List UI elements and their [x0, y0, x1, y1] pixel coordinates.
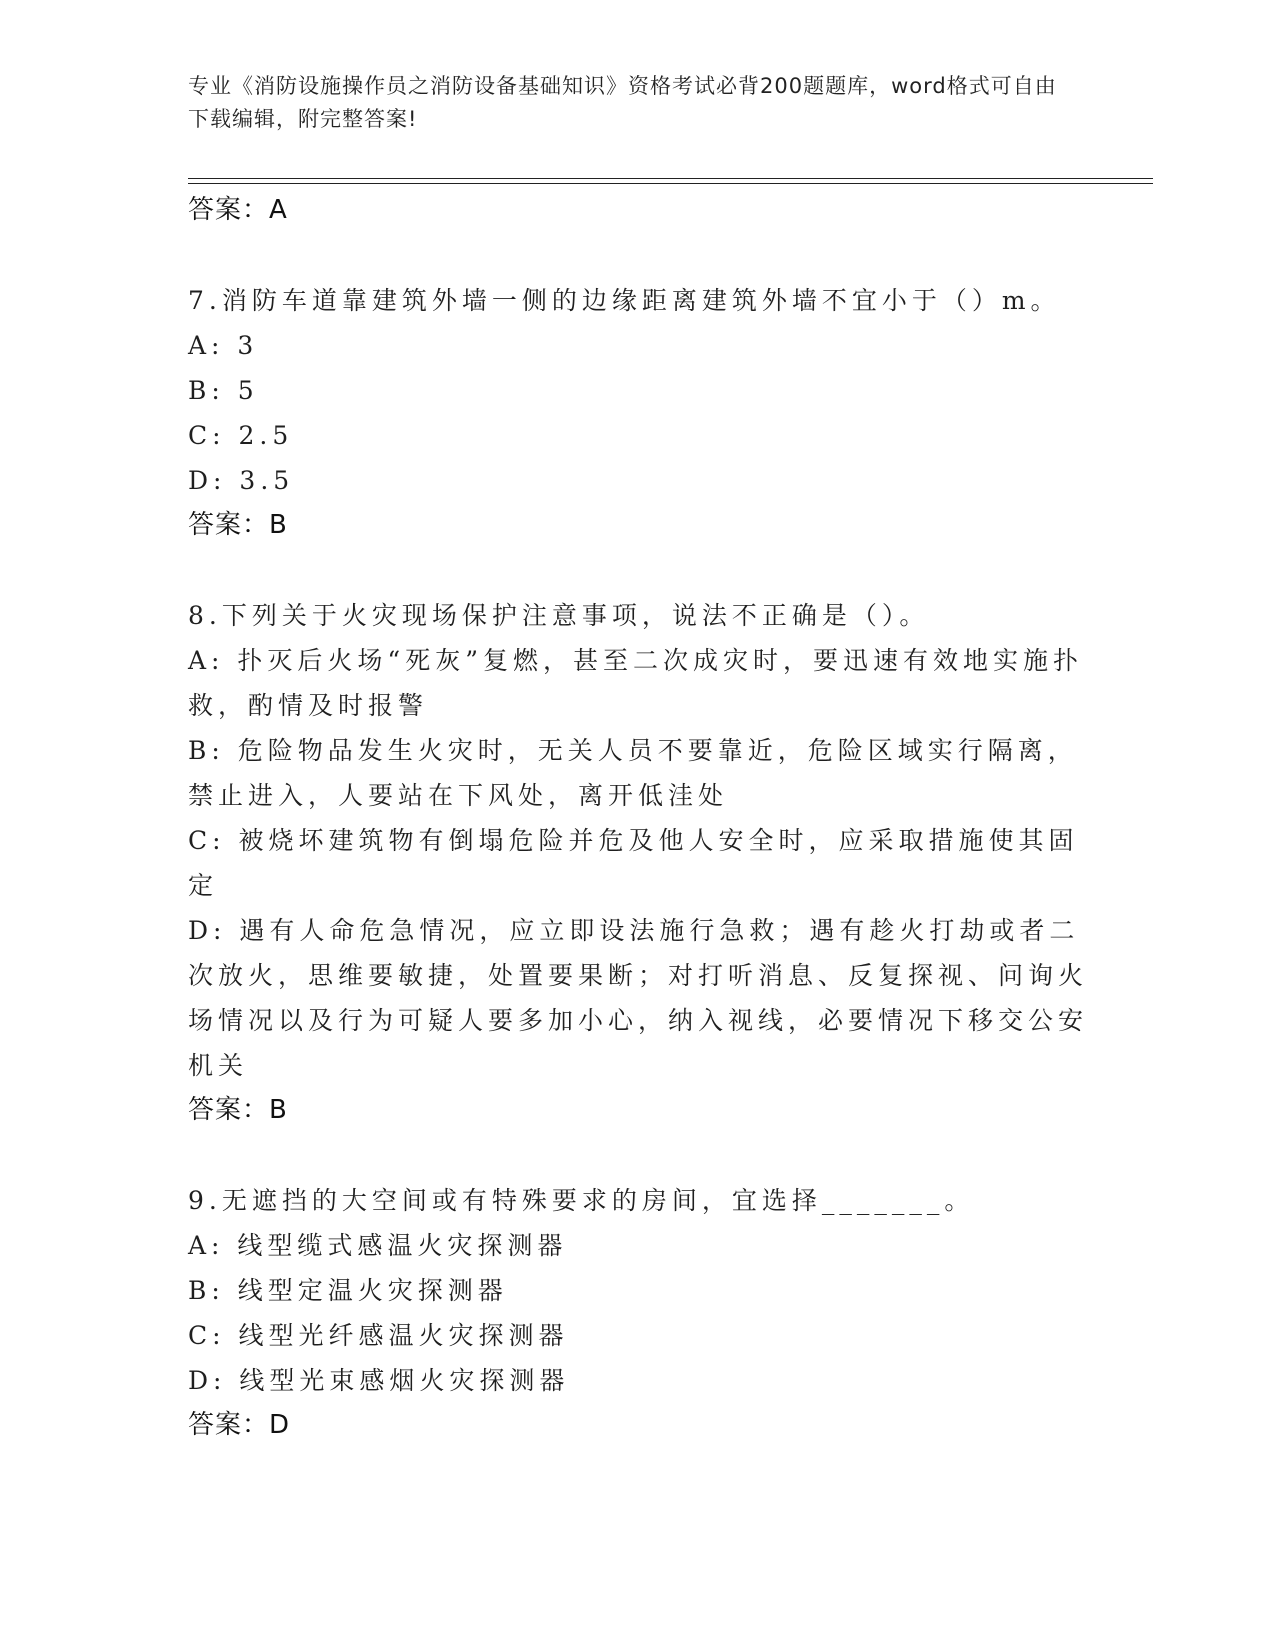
option-c: C: 2.5	[188, 421, 294, 450]
option-d: D: 遇有人命危急情况，应立即设法施行急救；遇有趁火打劫或者二次放火，思维要敏捷，处置要果断；对打听消息、反复探视、问询火场情况以及行为可疑人要多加小心，纳入视线，必要情况下移交公安机关	[188, 916, 1089, 1080]
question-list	[188, 188, 1088, 1448]
question-stem: 7.消防车道靠建筑外墙一侧的边缘距离建筑外墙不宜小于（）m。	[188, 286, 1061, 315]
question-stem: 8.下列关于火灾现场保护注意事项，说法不正确是（）。	[188, 601, 930, 630]
answer-text: 答案：D	[188, 1410, 291, 1440]
option-c: C: 线型光纤感温火灾探测器	[188, 1321, 569, 1350]
answer-text: 答案：B	[188, 1095, 288, 1125]
option-a: A: 线型缆式感温火灾探测器	[188, 1231, 568, 1260]
option-a: A: 扑灭后火场“死灰”复燃，甚至二次成灾时，要迅速有效地实施扑救，酌情及时报警	[188, 646, 1083, 720]
question-item	[188, 278, 1088, 548]
option-d: D: 线型光束感烟火灾探测器	[188, 1366, 570, 1395]
document-header: 专业《消防设施操作员之消防设备基础知识》资格考试必背200题题库，word格式可自由下载编辑，附完整答案!	[188, 74, 1057, 131]
question-item	[188, 593, 1088, 1133]
question-item	[188, 1178, 1088, 1448]
option-c: C: 被烧坏建筑物有倒塌危险并危及他人安全时，应采取措施使其固定	[188, 826, 1079, 900]
option-d: D: 3.5	[188, 466, 295, 495]
header-divider-top	[188, 178, 1153, 179]
answer-text: 答案：B	[188, 510, 288, 540]
option-a: A: 3	[188, 331, 259, 360]
option-b: B: 5	[188, 376, 259, 405]
option-b: B: 线型定温火灾探测器	[188, 1276, 508, 1305]
option-b: B: 危险物品发生火灾时，无关人员不要靠近，危险区域实行隔离，禁止进入，人要站在下风处，离开低洼处	[188, 736, 1078, 810]
header-divider-bottom	[188, 183, 1153, 184]
question-stem: 9.无遮挡的大空间或有特殊要求的房间，宜选择_______。	[188, 1186, 975, 1215]
answer-text: 答案：A	[188, 195, 288, 225]
